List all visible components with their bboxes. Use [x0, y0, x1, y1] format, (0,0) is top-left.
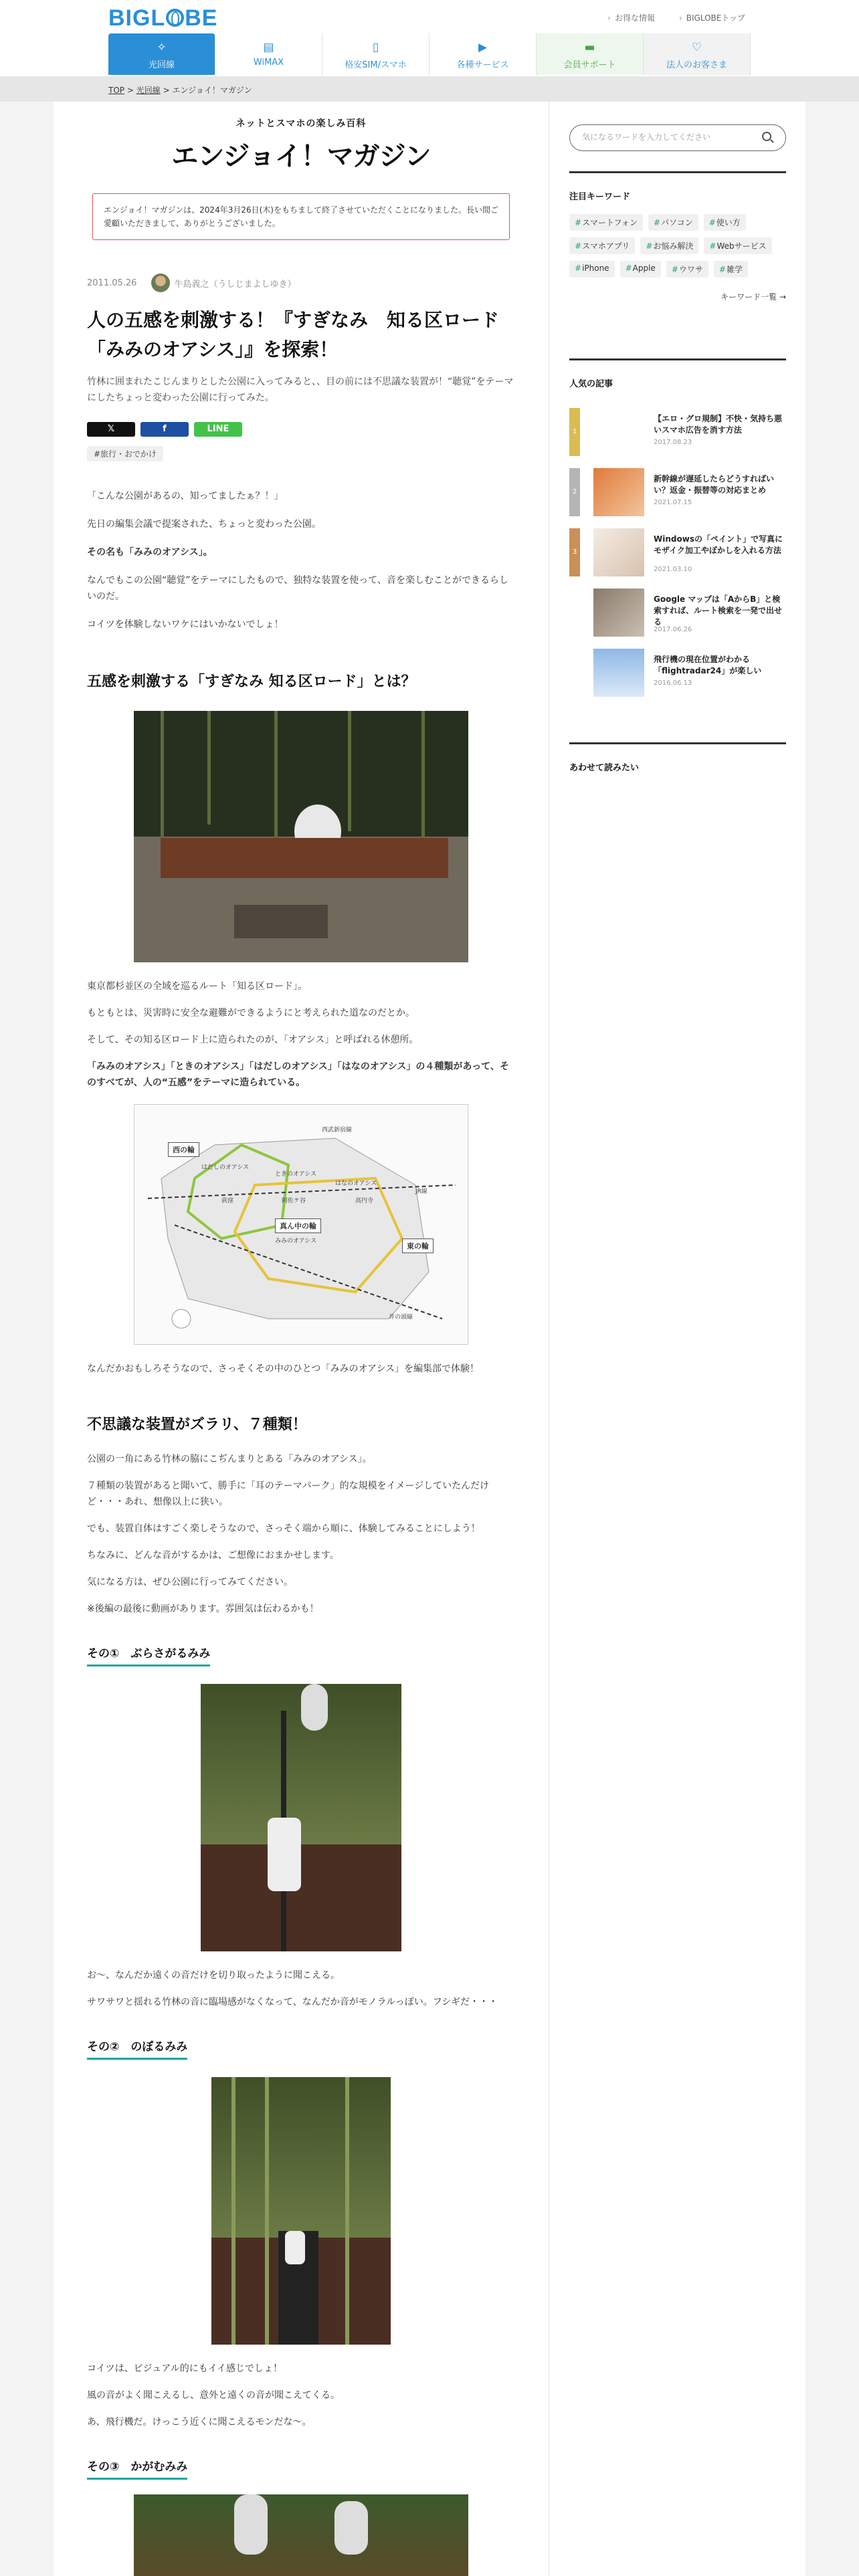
hanging-ear-photo: [201, 1684, 401, 1951]
globe-icon: [166, 9, 184, 27]
utility-link-top[interactable]: › BIGLOBEトップ: [679, 12, 745, 23]
closure-notice: エンジョイ！マガジンは、2024年3月26日(木)をもちまして終了させていただくことになりました。長い間ご愛顧いただきまして、ありがとうございました。: [92, 193, 510, 240]
rank-badge: 1: [569, 408, 580, 456]
tab-label: 格安SIM/スマホ: [345, 60, 407, 70]
article-main: [54, 102, 549, 2576]
map-place: 荻窪: [221, 1198, 234, 1204]
popular-article-title: Windowsの「ペイント」で写真にモザイク加工やぼかしを入れる方法: [654, 534, 783, 555]
keyword-chip[interactable]: #お悩み解決: [640, 237, 698, 254]
map-place: はなのオアシス: [335, 1180, 377, 1187]
keyword-chip[interactable]: #スマホアプリ: [569, 237, 635, 254]
article-thumbnail: [593, 649, 644, 697]
handshake-icon: ♡: [691, 41, 702, 54]
paragraph: あ、飛行機だ。けっこう近くに聞こえるモンだな〜。: [87, 2417, 312, 2428]
article-body: [54, 461, 549, 2576]
article-tag[interactable]: #旅行・おでかけ: [87, 446, 163, 461]
popular-article[interactable]: [569, 468, 786, 519]
paragraph: ちなみに、どんな音がするかは、ご想像におまかせします。: [87, 1550, 339, 1561]
keyword-chip[interactable]: #iPhone: [569, 261, 615, 278]
photo-detail: [274, 711, 278, 845]
popular-article-date: 2016.06.13: [654, 679, 692, 687]
arrow-right-icon: →: [779, 292, 786, 302]
breadcrumb-current: エンジョイ！マガジン: [172, 86, 252, 95]
keywords-title: 注目キーワード: [569, 192, 631, 202]
paragraph: 気になる方は、ぜひ公園に行ってみてください。: [87, 1577, 293, 1588]
author-name: 牛島義之（うしじまよしゆき）: [174, 279, 296, 290]
map-place: 高円寺: [355, 1198, 374, 1204]
popular-article-title: Google マップは「AからB」と検索すれば、ルート検索を一発で出せる: [654, 595, 783, 627]
map-place: ときのオアシス: [275, 1171, 317, 1178]
light-icon: ✧: [157, 41, 167, 54]
tab-label: 会員サポート: [563, 60, 616, 70]
popular-article-date: 2021.03.10: [654, 566, 692, 573]
keyword-chip[interactable]: #パソコン: [648, 214, 698, 231]
subsection-heading: その③ かがむみみ: [87, 2457, 187, 2480]
tab-label: 法人のお客さま: [666, 60, 727, 70]
subsection-heading: その② のぼるみみ: [87, 2037, 187, 2060]
breadcrumb-category[interactable]: 光回線: [136, 86, 161, 95]
keyword-chip[interactable]: #Apple: [620, 261, 661, 278]
rank-badge: 3: [569, 528, 580, 576]
paragraph: でも、装置自体はすごく楽しそうなので、さっそく端から順に、体験してみることにしよう！: [87, 1523, 480, 1534]
map-place: はだしのオアシス: [201, 1164, 250, 1171]
keyword-chip[interactable]: #使い方: [704, 214, 746, 231]
author[interactable]: [151, 274, 296, 292]
paragraph: もともとは、災害時に安全な避難ができるようにと考えられた道なのだとか。: [87, 1008, 415, 1018]
photo-detail: [335, 2501, 368, 2555]
popular-article-title: 飛行機の現在位置がわかる「flightradar24」が楽しい: [654, 655, 762, 675]
map-place: みみのオアシス: [275, 1238, 317, 1245]
keyword-chip[interactable]: #スマートフォン: [569, 214, 643, 231]
breadcrumb-bar: [0, 76, 859, 102]
popular-article-date: 2017.06.26: [654, 626, 692, 633]
photo-detail: [348, 711, 351, 831]
paragraph: その名も「みみのオアシス」。: [87, 547, 213, 558]
breadcrumb-sep: >: [126, 86, 136, 95]
popular-article-title: 新幹線が遅延したらどうすればいい？返金・振替等の対応まとめ: [654, 474, 775, 495]
paragraph: コイツは、ビジュアル的にもイイ感じでしょ！: [87, 2363, 283, 2374]
paragraph: そして、その知る区ロード上に造られたのが、「オアシス」と呼ばれる休憩所。: [87, 1035, 419, 1045]
main-nav: [108, 33, 751, 75]
tab-corporate[interactable]: [644, 33, 751, 75]
breadcrumb: [108, 84, 252, 96]
paragraph: ※後編の最後に動画があります。雰囲気は伝わるかも！: [87, 1604, 319, 1614]
related-title: あわせて読みたい: [569, 763, 640, 773]
tab-sim[interactable]: [322, 33, 430, 75]
subsection-heading: その① ぶらさがるみみ: [87, 1644, 210, 1667]
avatar: [151, 274, 170, 292]
paragraph: ７種類の装置があると聞いて、勝手に「耳のテーマパーク」的な規模をイメージしていたんだけど・・・あれ、想像以上に狭い。: [87, 1481, 490, 1507]
paragraph: コイツを体験しないワケにはいかないでしょ！: [87, 619, 284, 630]
manhole: [234, 905, 328, 938]
paragraph: なんでもこの公園“聴覚”をテーマにしたもので、独特な装置を使って、音を楽しむことができるらしいのだ。: [87, 575, 508, 602]
popular-article[interactable]: [569, 649, 786, 700]
bamboo-park-photo: [134, 711, 468, 962]
photo-detail: [231, 2077, 235, 2345]
paragraph: サワサワと揺れる竹林の音に臨場感がなくなって、なんだか音がモノラルっぽい。フシギだ・・・: [87, 1997, 498, 2008]
share-x-button[interactable]: 𝕏: [87, 422, 135, 437]
tab-support[interactable]: [537, 33, 644, 75]
article-lead: 竹林に囲まれたこじんまりとした公園に入ってみると、、目の前には不思議な装置が！“聴覚”をテーマにしたちょっと変わった公園に行ってみた。: [87, 377, 514, 403]
magazine-logo[interactable]: エンジョイ！マガジン: [171, 141, 431, 172]
section-heading: 五感を刺激する「すぎなみ 知る区ロード」とは？: [87, 673, 416, 690]
keyword-chip[interactable]: #ウワサ: [666, 261, 708, 278]
chat-icon: ▬: [584, 41, 595, 54]
search-icon[interactable]: [762, 132, 771, 141]
popular-title: 人気の記事: [569, 379, 613, 389]
paragraph: 「みみのオアシス」「ときのオアシス」「はだしのオアシス」「はなのオアシス」の４種類があって、そのすべてが、人の“五感”をテーマに造られている。: [87, 1061, 509, 1088]
keywords-more-link[interactable]: キーワード一覧 →: [721, 292, 786, 302]
magazine-header: [54, 102, 549, 173]
tab-wimax[interactable]: [215, 33, 322, 75]
map-place: 阿佐ケ谷: [282, 1198, 306, 1204]
map-zone-west: 西の輪: [168, 1142, 199, 1157]
article-thumbnail: [593, 528, 644, 576]
rust-walls: [161, 838, 448, 878]
play-icon: ▶: [478, 41, 488, 54]
crouching-ear-photo: [134, 2494, 468, 2576]
search-input[interactable]: 気になるワードを入力してください: [569, 124, 786, 151]
oasis-route-map: [134, 1104, 468, 1345]
paragraph: お〜、なんだか遠くの音だけを切り取ったように聞こえる。: [87, 1970, 340, 1981]
breadcrumb-top[interactable]: TOP: [108, 86, 125, 95]
paragraph: 「こんな公園があるの、知ってましたぁ？！」: [87, 491, 284, 502]
map-place: 西武新宿線: [322, 1127, 353, 1134]
related-section: [569, 742, 786, 773]
article-thumbnail: [593, 408, 644, 456]
article-meta: [87, 274, 515, 292]
popular-article-title: 【エロ・グロ規制】不快・気持ち悪いスマホ広告を消す方法: [654, 414, 783, 435]
tab-label: WiMAX: [253, 58, 284, 68]
article-date: 2011.05.26: [87, 278, 137, 288]
paragraph: 公園の一角にある竹林の脇にこぢんまりとある「みみのオアシス」。: [87, 1454, 372, 1465]
photo-detail: [421, 711, 425, 838]
photo-detail: [161, 711, 164, 838]
photo-detail: [301, 1684, 328, 1731]
tab-label: 各種サービス: [456, 60, 509, 70]
paragraph: 東京都杉並区の全域を巡るルート「知る区ロード」。: [87, 981, 307, 992]
climbing-ear-photo: [211, 2077, 391, 2345]
map-place: JR線: [415, 1188, 427, 1195]
keyword-chip[interactable]: #雑学: [714, 261, 748, 278]
utility-link-deals[interactable]: › お得な情報: [607, 12, 655, 23]
person-figure: [285, 2231, 305, 2264]
keywords-section: [569, 171, 786, 302]
share-facebook-button[interactable]: f: [140, 422, 189, 437]
person-figure: [268, 1818, 301, 1891]
keyword-list: [569, 214, 786, 278]
utility-links: [607, 12, 745, 23]
tab-label: 光回線: [148, 60, 175, 70]
section-heading: 不思議な装置がズラリ、７種類！: [87, 1416, 307, 1433]
article-title: 人の五感を刺激する！『すぎなみ 知る区ロード「みみのオアシス」』を探索！: [87, 309, 500, 360]
popular-article-date: 2017.08.23: [654, 439, 692, 446]
paragraph: 先日の編集会議で提案された、ちょっと変わった公園。: [87, 519, 321, 530]
article-thumbnail: [593, 588, 644, 637]
biglobe-logo[interactable]: BIGL BE: [108, 5, 218, 31]
tab-hikari[interactable]: [108, 33, 215, 75]
phone-icon: ▯: [372, 41, 379, 54]
map-zone-east: 東の輪: [402, 1239, 434, 1253]
share-buttons: [87, 422, 515, 437]
map-place: 井の頭線: [389, 1314, 413, 1321]
popular-article[interactable]: [569, 408, 786, 459]
popular-article[interactable]: [569, 528, 786, 579]
router-icon: ▤: [263, 41, 274, 54]
site-header: [0, 0, 859, 76]
tab-services[interactable]: [430, 33, 537, 75]
paragraph: なんだかおもしろそうなので、さっそくその中のひとつ「みみのオアシス」を編集部で体験！: [87, 1364, 480, 1374]
photo-detail: [234, 2494, 268, 2555]
sidebar: [549, 102, 805, 2576]
rank-badge: 2: [569, 468, 580, 516]
share-line-button[interactable]: LINE: [194, 422, 242, 437]
magazine-subtitle: ネットとスマホの楽しみ百科: [235, 118, 367, 129]
paragraph: 風の音がよく聞こえるし、意外と遠くの音が聞こえてくる。: [87, 2390, 340, 2401]
popular-article[interactable]: [569, 588, 786, 639]
popular-section: [569, 358, 786, 700]
article-thumbnail: [593, 468, 644, 516]
map-zone-center: 真ん中の輪: [275, 1218, 321, 1233]
keyword-chip[interactable]: #Webサービス: [704, 237, 771, 254]
photo-detail: [207, 711, 211, 825]
breadcrumb-sep: >: [163, 86, 173, 95]
popular-article-date: 2021.07.15: [654, 499, 692, 506]
photo-detail: [265, 2077, 269, 2345]
photo-detail: [345, 2077, 349, 2345]
